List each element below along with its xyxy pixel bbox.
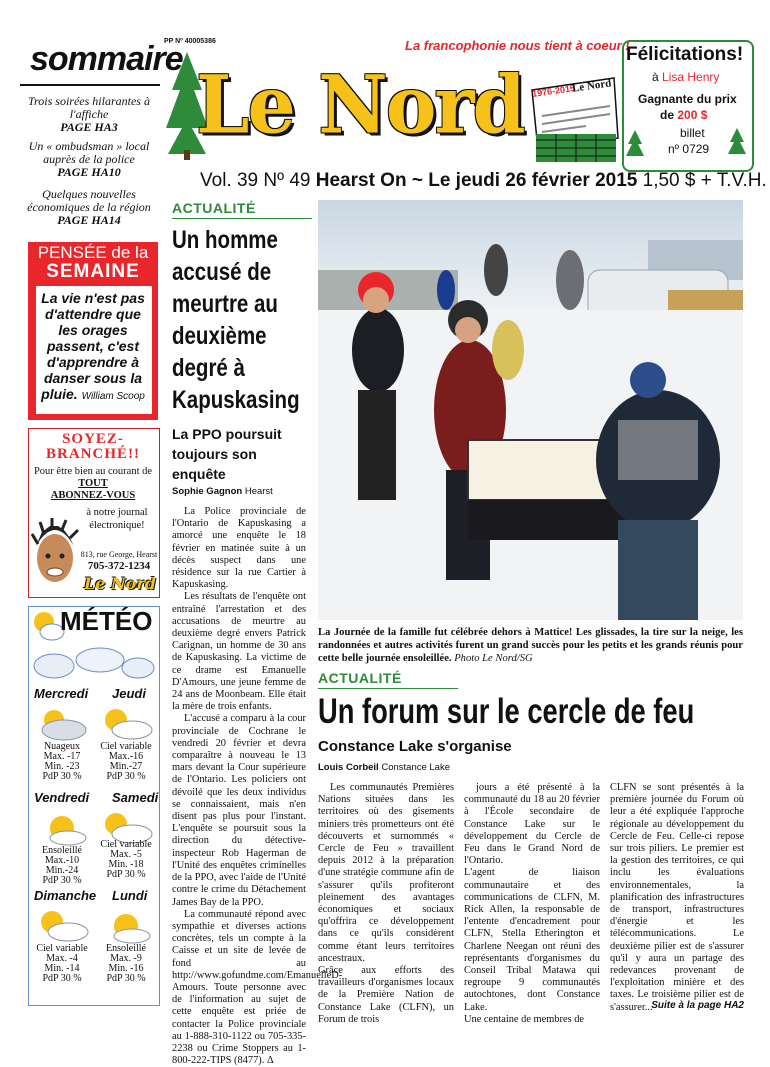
pensee-author: William Scoop [81,391,145,402]
contest-winner-prefix: à [652,70,659,84]
article2-author: Louis Corbeil [318,762,379,773]
subscribe-title [30,432,156,462]
cloudy-icon [32,704,92,744]
pensee-quote-text: La vie n'est pas d'attendre que les orages passent, c'est d'apprendre à danser sous la pluie. [41,290,145,402]
contest-winner-name: Lisa Henry [662,70,720,84]
tagline: La francophonie nous tient à coeur ! [405,38,630,53]
meteo-title: MÉTÉO [60,606,153,636]
subscribe-line5: électronique! [89,520,145,531]
meteo-max: Max. -17 [43,751,81,762]
family-day-photo[interactable] [318,200,743,620]
contest-amount: 200 $ [677,108,708,122]
subscribe-line1: Pour être bien au courant de [33,466,153,477]
issue-line [200,170,767,192]
headline-line: Un homme [172,226,278,254]
headline-line: degré à [172,354,245,382]
issue-location-date: Hearst On ~ Le jeudi 26 février 2015 [315,170,638,191]
photo-caption [318,626,743,665]
article1-body [172,506,343,1067]
headline-line: deuxième [172,322,267,350]
meteo-dimanche-details [32,944,92,984]
section-rule [318,688,458,689]
article2-author-place: Constance Lake [381,762,451,773]
sommaire-item-1[interactable] [14,95,164,134]
meteo-jeudi-details [96,742,156,782]
meteo-clouds-icon [30,640,156,684]
subscriber-face-illustration [30,516,80,592]
meteo-max: Max. -9 [110,953,142,964]
subscribe-line3: ABONNEZ-VOUS [50,490,136,501]
meteo-day-mercredi: Mercredi [34,686,89,701]
contest-ticket: nº 0729 [668,142,710,156]
sommaire-title: sommaire [30,40,183,78]
sommaire-item-page: PAGE HA14 [57,213,121,227]
meteo-pdp: PdP 30 % [106,771,146,782]
postal-permit: PP Nº 40005386 [164,38,216,45]
meteo-day-lundi: Lundi [112,888,148,903]
meteo-min: Min. -16 [108,963,144,974]
headline-line: accusé de [172,258,272,286]
headline-line: Kapuskasing [172,386,300,414]
anniversary-badge-name: Le Nord [571,77,613,95]
sommaire-divider [20,84,160,86]
meteo-min: Min. -14 [44,963,80,974]
meteo-lundi-details [96,944,156,984]
article1-headline[interactable] [172,224,300,416]
subscribe-phone[interactable]: 705-372-1234 [87,560,151,572]
sommaire-item-page: PAGE HA10 [57,165,121,179]
article2-column-1: Les communautés Premières Nations situées dans les territoires où des gisements miniers très prometteurs ont été découverts et surnommés « Cercle de Feu » travaillent depuis 2012 à la préparation d'une stratégie commune afin de s'assurer qu'ils profiteront pleinement des avantages économiques et sociaux qu'offrira ce développement dans ce qu'ils considèrent comme étant leurs territoires ancestraux. Grâce aux efforts des travailleurs d'organismes locaux de la Première Nation de Constance Lake (CLFN), un Forum de trois [318,782,454,1025]
contest-title: Félicitations! [626,44,744,65]
sommaire-item-2[interactable] [14,140,164,179]
contest-line1: Gagnante du prix [638,92,737,106]
meteo-condition: Ensoleillé [106,943,146,954]
anniversary-badge-years: 1976-2015 [531,83,576,99]
article2-headline[interactable]: Un forum sur le cercle de feu [318,692,695,731]
sommaire-item-text: Quelques nouvelles économiques de la région [27,187,151,214]
subscribe-text-2 [78,506,156,532]
article2-byline [318,762,450,773]
meteo-min: Min. -23 [44,761,80,772]
pensee-title [28,244,158,282]
meteo-vendredi-details [32,846,92,886]
sommaire-item-3[interactable] [14,188,164,227]
headline-line: meurtre au [172,290,278,318]
meteo-condition: Nuageux [43,741,81,752]
partly-cloudy-icon [32,906,92,946]
article2-section: ACTUALITÉ [318,670,402,686]
issue-price: 1,50 $ + T.V.H. [642,170,767,191]
partly-cloudy-icon [96,704,156,744]
meteo-max: Max. -5 [110,849,142,860]
article2-column-2: jours a été présenté à la communauté du 18 au 20 février à l'École secondaire de Constance Lake sur le développement du Cercle de Feu dans le Grand Nord de l'Ontario. L'agent de liaison communautaire et des communications de CLFN, M. Rick Allen, la responsable de l'entente d'encadrement pour CLFN, Stella Etherington et Charlene Neegan ont réuni des représentants d'organismes du Conseil Tribal Matawa qui regroupe 9 communautés autochtones, dont Constance Lake. Une centaine de membres de [464,782,600,1025]
sommaire-item-text: Un « ombudsman » local auprès de la police [28,139,150,166]
meteo-mercredi-details [32,742,92,782]
article1-section: ACTUALITÉ [172,200,256,216]
article1-paragraph: Les résultats de l'enquête ont entraîné l'arrestation et des accusations de meurtre au deuxième degré envers Patrick Carignan, un homme de 30 ans de Kapuskasing. La victime de ce drame est Emanuelle D'Amours, une jeune femme de 24 ans de Moonbeam. Elle était la mère de trois enfants. [172,591,306,713]
meteo-day-jeudi: Jeudi [112,686,146,701]
sommaire-item-page: PAGE HA3 [60,120,118,134]
section-rule [172,218,312,219]
subscribe-line2: TOUT [78,478,108,489]
photo-caption-text: La Journée de la famille fut célébrée dehors à Mattice! Les glissades, la tire sur la neige, les randonnées et autres activités furent un grand succès pour les petits et les grands réunis pour cette belle journée ensoleillée. [318,627,743,664]
contest-line3: billet [680,126,705,140]
subscribe-logo: Le Nord [84,574,156,593]
meteo-max: Max.-16 [108,751,144,762]
meteo-day-dimanche: Dimanche [34,888,97,903]
pensee-quote [36,290,150,405]
meteo-max: Max.-10 [44,855,80,866]
meteo-condition: Ciel variable [100,741,152,752]
article2-subhead: Constance Lake s'organise [318,738,512,755]
pensee-title-line1: PENSÉE de la [37,243,149,262]
article1-paragraph: La communauté répond avec sympathie et diverses actions concrètes, tels un compte à la Caisse et un site de levée de fond au http://www.gofundme.com/EmanuelleD-Amours. Toute personne avec de l'information au sujet de cette enquête est priée de contacter la Police provinciale au 1-888-310-1122 ou 705-335-2238 ou Crime Stoppers au 1-800-222-TIPS (8477). Δ [172,908,343,1067]
article2-column-3: CLFN se sont présentés à la première journée du Forum où leur a été expliquée l'approche régionale au développement du Cercle de Feu. Celle-ci repose sur trois piliers. Le premier est la gestion des territoires, ce qui inclu les évaluations environnementales, la planification des infrastructures de transport, infrastructures d'énergie et les télécommunications. Le deuxième pilier est de s'assurer qu'il y aura un partage des redevances provenant de l'exploitation minière et des taxes. Le troisième pilier est de s'assurer... [610,782,744,1013]
subscribe-address: 813, rue George, Hearst [80,550,158,559]
contest-winner [652,70,719,84]
small-tree-icon [728,128,746,158]
contest-line2 [660,108,707,122]
sunny-icon [32,808,92,848]
subscribe-title-line1: SOYEZ- [62,431,124,447]
photo-credit: Photo Le Nord/SG [454,653,533,664]
subscribe-text [30,466,156,502]
contest-amount-prefix: de [660,108,675,122]
sunny-icon [96,906,156,946]
meteo-min: Min.-24 [45,865,79,876]
meteo-condition: Ensoleillé [42,845,82,856]
article1-author-place: Hearst [244,486,273,497]
sommaire-item-text: Trois soirées hilarantes à l'affiche [28,94,150,121]
article1-author: Sophie Gagnon [172,486,243,497]
meteo-min: Min. -18 [108,859,144,870]
meteo-max: Max. -4 [46,953,78,964]
article1-byline [172,486,273,497]
meteo-pdp: PdP 30 % [106,973,146,984]
subscribe-line4: à notre journal [86,507,148,518]
small-tree-icon [626,130,644,160]
meteo-pdp: PdP 30 % [42,771,82,782]
meteo-samedi-details [96,840,156,880]
meteo-min: Min.-27 [109,761,143,772]
meteo-condition: Ciel variable [36,943,88,954]
meteo-pdp: PdP 30 % [106,869,146,880]
article1-paragraph: La Police provinciale de l'Ontario de Kapuskasing a amorcé une enquête le 18 février en matinée suite à un décès suspect dans une résidence sur la rue Cartier à Kapuskasing. [172,506,306,591]
subscribe-title-line2: BRANCHÉ!! [46,446,140,462]
continued-link[interactable]: Suite à la page HA2 [651,1000,744,1011]
pensee-title-line2: SEMAINE [46,261,140,282]
newspaper-logo: Le Nord [196,57,524,152]
article1-subhead: La PPO poursuit toujours son enquête [172,426,282,482]
meteo-day-samedi: Samedi [112,790,159,805]
meteo-pdp: PdP 30 % [42,875,82,886]
meteo-day-vendredi: Vendredi [34,790,90,805]
volume-number: Vol. 39 Nº 49 [200,170,311,191]
meteo-pdp: PdP 30 % [42,973,82,984]
meteo-condition: Ciel variable [100,839,152,850]
article1-paragraph: L'accusé a comparu à la cour provinciale de Cochrane le vendredi 20 février et devra comparaître à nouveau le 13 mars devant la Cour supérieure de l'Ontario. Les policiers ont dévoilé que les deux individus se connaissaient, mais n'en disent pas plus pour l'instant. L'enquête se poursuit sous la direction du détective-inspecteur Rob Hagerman de l'Unité des enquêtes criminelles de la PPO, avec l'aide de l'Unité contre le crime du Détachement James Bay de la PPO. [172,713,306,908]
